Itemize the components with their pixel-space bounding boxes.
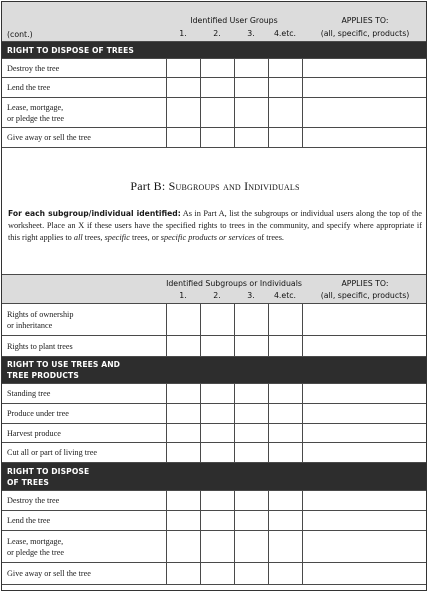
table-row <box>2 443 427 463</box>
entry-cell[interactable] <box>200 98 234 128</box>
group-title: Identified Subgroups or Individuals <box>166 279 302 288</box>
entry-cell[interactable] <box>268 336 302 357</box>
table-row <box>2 404 427 424</box>
entry-cell[interactable] <box>268 59 302 78</box>
col-3-label: 3. <box>247 291 255 300</box>
entry-cell[interactable] <box>166 511 200 531</box>
applies-header-cell <box>302 2 427 42</box>
row-label: Destroy the tree <box>2 59 166 78</box>
row-label: Lease, mortgage, or pledge the tree <box>2 531 166 563</box>
entry-cell[interactable] <box>268 511 302 531</box>
entry-cell[interactable] <box>166 491 200 511</box>
table-row <box>2 336 427 357</box>
entry-cell[interactable] <box>268 128 302 148</box>
entry-cell[interactable] <box>234 424 268 443</box>
applies-cell[interactable] <box>302 78 427 98</box>
part-b-table <box>2 274 427 585</box>
row-label: Standing tree <box>2 384 166 404</box>
entry-cell[interactable] <box>200 304 234 336</box>
entry-cell[interactable] <box>268 304 302 336</box>
worksheet-page <box>1 1 427 591</box>
entry-cell[interactable] <box>234 98 268 128</box>
entry-cell[interactable] <box>234 78 268 98</box>
entry-cell[interactable] <box>166 443 200 463</box>
entry-cell[interactable] <box>268 98 302 128</box>
entry-cell[interactable] <box>200 443 234 463</box>
applies-cell[interactable] <box>302 424 427 443</box>
part-b-section <box>2 179 427 244</box>
entry-cell[interactable] <box>268 404 302 424</box>
entry-cell[interactable] <box>200 531 234 563</box>
section-title: RIGHT TO USE TREES AND TREE PRODUCTS <box>2 357 427 384</box>
section-header <box>2 463 427 491</box>
entry-cell[interactable] <box>166 304 200 336</box>
col-4-label: 4.etc. <box>273 29 297 38</box>
entry-cell[interactable] <box>166 336 200 357</box>
col-4-label: 4.etc. <box>273 291 297 300</box>
part-b-title <box>2 179 427 194</box>
applies-cell[interactable] <box>302 563 427 585</box>
entry-cell[interactable] <box>268 491 302 511</box>
table-row <box>2 531 427 563</box>
instructions-italic-all: all <box>73 233 83 242</box>
entry-cell[interactable] <box>234 531 268 563</box>
row-label: Rights to plant trees <box>2 336 166 357</box>
applies-cell[interactable] <box>302 336 427 357</box>
table-row <box>2 563 427 585</box>
instructions-text-3: trees, or <box>129 233 161 242</box>
part-a-table <box>2 2 427 148</box>
entry-cell[interactable] <box>200 78 234 98</box>
row-label: Harvest produce <box>2 424 166 443</box>
group-header-cell <box>166 275 302 304</box>
entry-cell[interactable] <box>166 78 200 98</box>
applies-header-cell <box>302 275 427 304</box>
entry-cell[interactable] <box>268 563 302 585</box>
applies-cell[interactable] <box>302 443 427 463</box>
entry-cell[interactable] <box>268 78 302 98</box>
entry-cell[interactable] <box>200 59 234 78</box>
table-row <box>2 304 427 336</box>
row-label: Rights of ownership or inheritance <box>2 304 166 336</box>
applies-cell[interactable] <box>302 128 427 148</box>
entry-cell[interactable] <box>234 563 268 585</box>
table-row <box>2 98 427 128</box>
part-b-instructions <box>8 208 422 244</box>
part-b-title-prefix: Part B: <box>130 179 169 193</box>
entry-cell[interactable] <box>234 336 268 357</box>
applies-cell[interactable] <box>302 384 427 404</box>
entry-cell[interactable] <box>166 424 200 443</box>
empty-header-cell <box>2 275 166 304</box>
applies-title: APPLIES TO: <box>341 16 389 25</box>
applies-cell[interactable] <box>302 491 427 511</box>
entry-cell[interactable] <box>200 424 234 443</box>
table-row <box>2 384 427 404</box>
entry-cell[interactable] <box>234 128 268 148</box>
row-label: Cut all or part of living tree <box>2 443 166 463</box>
section-title: RIGHT TO DISPOSE OF TREES <box>2 42 427 59</box>
applies-title: APPLIES TO: <box>341 279 389 288</box>
group-title: Identified User Groups <box>190 16 278 25</box>
entry-cell[interactable] <box>268 531 302 563</box>
instructions-text-4: of trees. <box>255 233 284 242</box>
col-3-label: 3. <box>247 29 255 38</box>
entry-cell[interactable] <box>200 511 234 531</box>
entry-cell[interactable] <box>166 531 200 563</box>
entry-cell[interactable] <box>234 511 268 531</box>
instructions-lead: For each subgroup/individual identified: <box>8 209 181 218</box>
row-label: Give away or sell the tree <box>2 563 166 585</box>
applies-sub: (all, specific, products) <box>320 291 410 300</box>
table-row <box>2 511 427 531</box>
row-label: Lease, mortgage, or pledge the tree <box>2 98 166 128</box>
section-header <box>2 357 427 384</box>
entry-cell[interactable] <box>200 404 234 424</box>
part-b-header-row <box>2 275 427 304</box>
applies-cell[interactable] <box>302 404 427 424</box>
part-b-title-main: Subgroups and Individuals <box>168 179 300 193</box>
instructions-text-1: As in Part A, list the subgroups or individual users along the top of the worksheet. Place an X if these users have the specified rights to trees in the community, and specify where appropriate if this right applies to <box>8 209 422 242</box>
entry-cell[interactable] <box>234 404 268 424</box>
table-row <box>2 128 427 148</box>
table-row <box>2 78 427 98</box>
cont-label: (cont.) <box>2 2 166 42</box>
entry-cell[interactable] <box>200 491 234 511</box>
entry-cell[interactable] <box>234 304 268 336</box>
applies-cell[interactable] <box>302 511 427 531</box>
col-1-label: 1. <box>179 29 187 38</box>
entry-cell[interactable] <box>234 59 268 78</box>
section-title: RIGHT TO DISPOSE OF TREES <box>2 463 427 491</box>
entry-cell[interactable] <box>234 384 268 404</box>
col-2-label: 2. <box>213 291 221 300</box>
applies-sub: (all, specific, products) <box>320 29 410 38</box>
entry-cell[interactable] <box>200 128 234 148</box>
part-a-header-row <box>2 2 427 42</box>
row-label: Lend the tree <box>2 78 166 98</box>
entry-cell[interactable] <box>234 491 268 511</box>
entry-cell[interactable] <box>200 384 234 404</box>
applies-cell[interactable] <box>302 59 427 78</box>
col-1-label: 1. <box>179 291 187 300</box>
row-label: Lend the tree <box>2 511 166 531</box>
entry-cell[interactable] <box>234 443 268 463</box>
entry-cell[interactable] <box>268 384 302 404</box>
entry-cell[interactable] <box>166 404 200 424</box>
entry-cell[interactable] <box>200 563 234 585</box>
entry-cell[interactable] <box>166 59 200 78</box>
table-row <box>2 424 427 443</box>
instructions-italic-specific: specific <box>104 233 130 242</box>
applies-cell[interactable] <box>302 531 427 563</box>
group-header-cell <box>166 2 302 42</box>
entry-cell[interactable] <box>200 336 234 357</box>
entry-cell[interactable] <box>268 443 302 463</box>
instructions-italic-products: specific products or services <box>160 233 256 242</box>
entry-cell[interactable] <box>166 98 200 128</box>
entry-cell[interactable] <box>268 424 302 443</box>
row-label: Destroy the tree <box>2 491 166 511</box>
instructions-text-2: trees, <box>82 233 105 242</box>
entry-cell[interactable] <box>166 128 200 148</box>
entry-cell[interactable] <box>166 384 200 404</box>
row-label: Produce under tree <box>2 404 166 424</box>
applies-cell[interactable] <box>302 304 427 336</box>
table-row <box>2 59 427 78</box>
applies-cell[interactable] <box>302 98 427 128</box>
col-2-label: 2. <box>213 29 221 38</box>
row-label: Give away or sell the tree <box>2 128 166 148</box>
table-row <box>2 491 427 511</box>
section-header <box>2 42 427 59</box>
entry-cell[interactable] <box>166 563 200 585</box>
